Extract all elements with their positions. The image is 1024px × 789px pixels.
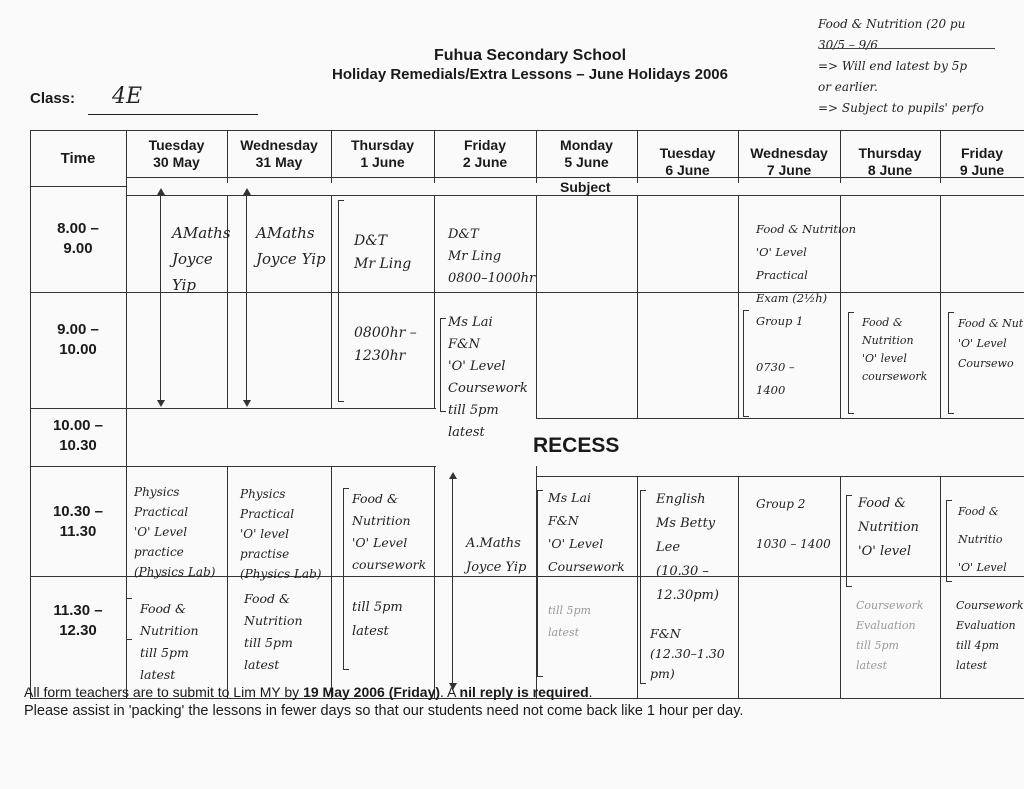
text-line: (12.30–1.30	[650, 646, 725, 661]
text-line: 'O' Level	[352, 535, 408, 550]
text-line: 1400	[756, 383, 786, 397]
entry-fri9-fn	[958, 498, 1007, 582]
text-line: => Will end latest by 5p	[818, 59, 968, 73]
text-line: Food & Nut	[958, 317, 1024, 330]
class-underline	[88, 114, 258, 115]
text-line: (10.30 –	[656, 564, 709, 579]
text-line: 'O' Level	[958, 561, 1007, 574]
text-line: Food &	[858, 496, 906, 511]
span-arrow-wed31	[246, 190, 247, 405]
text-line: latest	[548, 626, 580, 639]
entry-mon5-fn	[548, 486, 625, 578]
text-line: 12.30pm)	[656, 588, 719, 603]
entry-tue6-english	[656, 488, 719, 608]
text-line: till 4pm	[956, 639, 999, 652]
handwritten-corner-note	[818, 14, 1024, 119]
footer-instruction: All form teachers are to submit to Lim MY by 19 May 2006 (Friday). A nil reply is required.	[24, 684, 593, 700]
text-line: 'O' level	[858, 544, 911, 559]
text-line: 'O' Level	[548, 536, 604, 551]
text-line: Group 1	[756, 314, 804, 328]
time-slot-1030: 10.30 – 11.30	[52, 503, 104, 540]
text-line: Exam (2½h)	[756, 291, 828, 305]
entry-tue6-fn	[650, 624, 725, 684]
text-line: Food &	[140, 601, 187, 616]
day-header-4: Monday 5 June	[560, 137, 613, 170]
bracket-tue6-pm	[640, 490, 646, 684]
text-line: Joyce	[172, 250, 213, 268]
entry-wed31-fn	[244, 588, 303, 676]
entry-fri9-fn-coursework	[958, 314, 1023, 374]
text-line: 'O' Level	[756, 245, 807, 259]
text-line: (Physics Lab)	[240, 567, 322, 581]
text-line: 'O' Level	[958, 337, 1007, 350]
day-header-0: Tuesday 30 May	[148, 137, 205, 170]
text-line: practice	[134, 545, 184, 559]
text-line: Ms Betty	[656, 516, 716, 531]
text-line: coursework	[352, 557, 427, 572]
bracket-mon5-pm	[537, 490, 543, 677]
time-slot-1000: 10.00 – 10.30	[52, 417, 104, 454]
text-line: coursework	[862, 370, 928, 383]
text-line: latest	[352, 624, 389, 639]
text-line: or earlier.	[818, 80, 878, 94]
time-slot-1130: 11.30 – 12.30	[53, 602, 103, 639]
text-line: 30/5 – 9/6	[818, 38, 878, 52]
text-line	[354, 299, 417, 322]
entry-wed7-fn-practical	[756, 218, 856, 402]
text-line: 1230hr	[354, 348, 406, 364]
bracket-tue30-1130	[126, 598, 132, 640]
text-line: latest	[956, 659, 988, 672]
text-line: Group 2	[756, 497, 806, 511]
bracket-fri9-pm	[946, 500, 952, 582]
class-value: 4E	[112, 84, 143, 109]
time-slot-0800: 8.00 – 9.00	[57, 220, 99, 257]
entry-fri2-amaths	[466, 532, 526, 580]
text-line: latest	[244, 657, 280, 672]
text-line: F&N	[548, 513, 579, 528]
text-line: Joyce Yip	[466, 560, 527, 575]
text-line: till 5pm	[244, 635, 293, 650]
entry-thu8-evaluation	[856, 596, 924, 676]
corner-note-underline	[820, 48, 995, 49]
text-line: Mr Ling	[448, 249, 502, 264]
text-line: D&T	[448, 227, 479, 242]
text-line: Ms Lai	[448, 315, 493, 330]
span-arrow-tue30	[160, 190, 161, 405]
bracket-fri2-am	[440, 318, 446, 412]
text-line: till 5pm	[140, 645, 189, 660]
text-line: Joyce Yip	[256, 250, 326, 268]
entry-mon5-fn-deadline	[548, 600, 591, 644]
text-line: 0800–1000hr	[448, 271, 536, 286]
text-line: practise	[240, 547, 290, 561]
text-line: Nutritio	[958, 533, 1003, 546]
text-line: => Subject to pupils' perfo	[818, 101, 984, 115]
text-line: pm)	[650, 666, 675, 681]
entry-wed31-amaths	[256, 220, 326, 272]
document-subtitle: Holiday Remedials/Extra Lessons – June Holidays 2006	[331, 66, 728, 83]
text-line: 0730 –	[756, 360, 795, 374]
text-line: (Physics Lab)	[134, 565, 216, 579]
day-header-7: Thursday 8 June	[858, 145, 922, 178]
entry-tue30-fn	[140, 598, 199, 686]
text-line	[354, 276, 417, 299]
bracket-thu8-pm	[846, 495, 852, 587]
text-line: 'O' level	[240, 527, 289, 541]
day-header-6: Wednesday 7 June	[750, 145, 828, 178]
text-line: Food &	[244, 591, 291, 606]
entry-fri2-dt-fn	[448, 224, 535, 444]
time-slot-0900: 9.00 – 10.00	[57, 321, 99, 358]
text-line: Lee	[656, 540, 681, 555]
time-column-header: Time	[60, 150, 96, 167]
text-line: till 5pm	[448, 403, 499, 418]
entry-tue30-amaths	[172, 220, 231, 298]
entry-thu1-deadline	[352, 596, 403, 644]
text-line: Mr Ling	[354, 256, 412, 272]
text-line: A.Maths	[466, 536, 521, 551]
text-line: Practical	[134, 505, 189, 519]
bracket-fri9-am	[948, 312, 954, 414]
text-line: Coursework	[548, 559, 625, 574]
text-line: 0800hr –	[354, 325, 417, 341]
span-arrow-fri2	[452, 474, 453, 688]
text-line: Ms Lai	[548, 490, 591, 505]
text-line: Practical	[756, 268, 808, 282]
text-line: Food &	[862, 316, 903, 329]
text-line: Coursework	[448, 381, 528, 396]
text-line: Practical	[240, 507, 295, 521]
text-line	[448, 290, 535, 312]
bracket-thu1-am	[338, 200, 344, 402]
school-name: Fuhua Secondary School	[433, 47, 627, 64]
day-header-3: Friday 2 June	[462, 137, 508, 170]
entry-wed31-physics	[240, 484, 321, 584]
text-line: 'O' Level	[134, 525, 188, 539]
bracket-wed7-am	[743, 310, 749, 417]
class-label: Class:	[30, 90, 76, 107]
entry-tue30-physics	[134, 482, 215, 582]
text-line: Physics	[240, 487, 286, 501]
text-line: Yip	[172, 276, 197, 294]
text-line: Food &	[958, 505, 999, 518]
text-line: English	[656, 492, 706, 507]
entry-wed7-group2	[756, 494, 831, 554]
text-line	[756, 333, 856, 356]
text-line: till 5pm	[856, 639, 899, 652]
text-line: D&T	[354, 233, 388, 249]
text-line: F&N	[448, 337, 480, 352]
text-line: Food &	[352, 491, 399, 506]
text-line: Food & Nutrition	[756, 222, 857, 236]
recess-label: RECESS	[533, 434, 620, 457]
text-line: Nutrition	[862, 334, 914, 347]
entry-thu1-fn	[352, 488, 426, 576]
text-line: Physics	[134, 485, 180, 499]
bracket-thu1-1130	[343, 488, 349, 670]
text-line: 'O' Level	[448, 359, 506, 374]
text-line	[756, 514, 831, 534]
text-line: Nutrition	[140, 623, 199, 638]
text-line: Coursewo	[958, 357, 1014, 370]
text-line: till 5pm	[352, 600, 403, 615]
entry-fri9-evaluation	[956, 596, 1024, 676]
day-header-5: Tuesday 6 June	[659, 145, 716, 178]
entry-thu8-fn	[858, 492, 919, 564]
text-line: Nutrition	[858, 520, 919, 535]
text-line: Food & Nutrition (20 pu	[818, 17, 966, 31]
day-header-2: Thursday 1 June	[350, 137, 414, 170]
text-line: latest	[140, 667, 176, 682]
day-header-8: Friday 9 June	[959, 145, 1005, 178]
text-line: Coursework	[956, 599, 1024, 612]
text-line: Evaluation	[956, 619, 1016, 632]
text-line: 1030 – 1400	[756, 537, 831, 551]
text-line: Coursework	[856, 599, 924, 612]
text-line: AMaths	[256, 224, 315, 242]
subject-label: Subject	[560, 179, 611, 195]
entry-thu8-fn-coursework	[862, 314, 927, 386]
text-line: F&N	[650, 626, 681, 641]
text-line: Evaluation	[856, 619, 916, 632]
text-line: latest	[448, 425, 485, 440]
text-line: Nutrition	[244, 613, 303, 628]
day-header-1: Wednesday 31 May	[240, 137, 318, 170]
text-line: 'O' level	[862, 352, 907, 365]
text-line: latest	[856, 659, 888, 672]
text-line: Nutrition	[352, 513, 411, 528]
entry-thu1-dt	[354, 230, 417, 368]
text-line: AMaths	[172, 224, 231, 242]
footer-note: Please assist in 'packing' the lessons in fewer days so that our students need not come back like 1 hour per day.	[24, 703, 744, 719]
text-line: till 5pm	[548, 604, 591, 617]
